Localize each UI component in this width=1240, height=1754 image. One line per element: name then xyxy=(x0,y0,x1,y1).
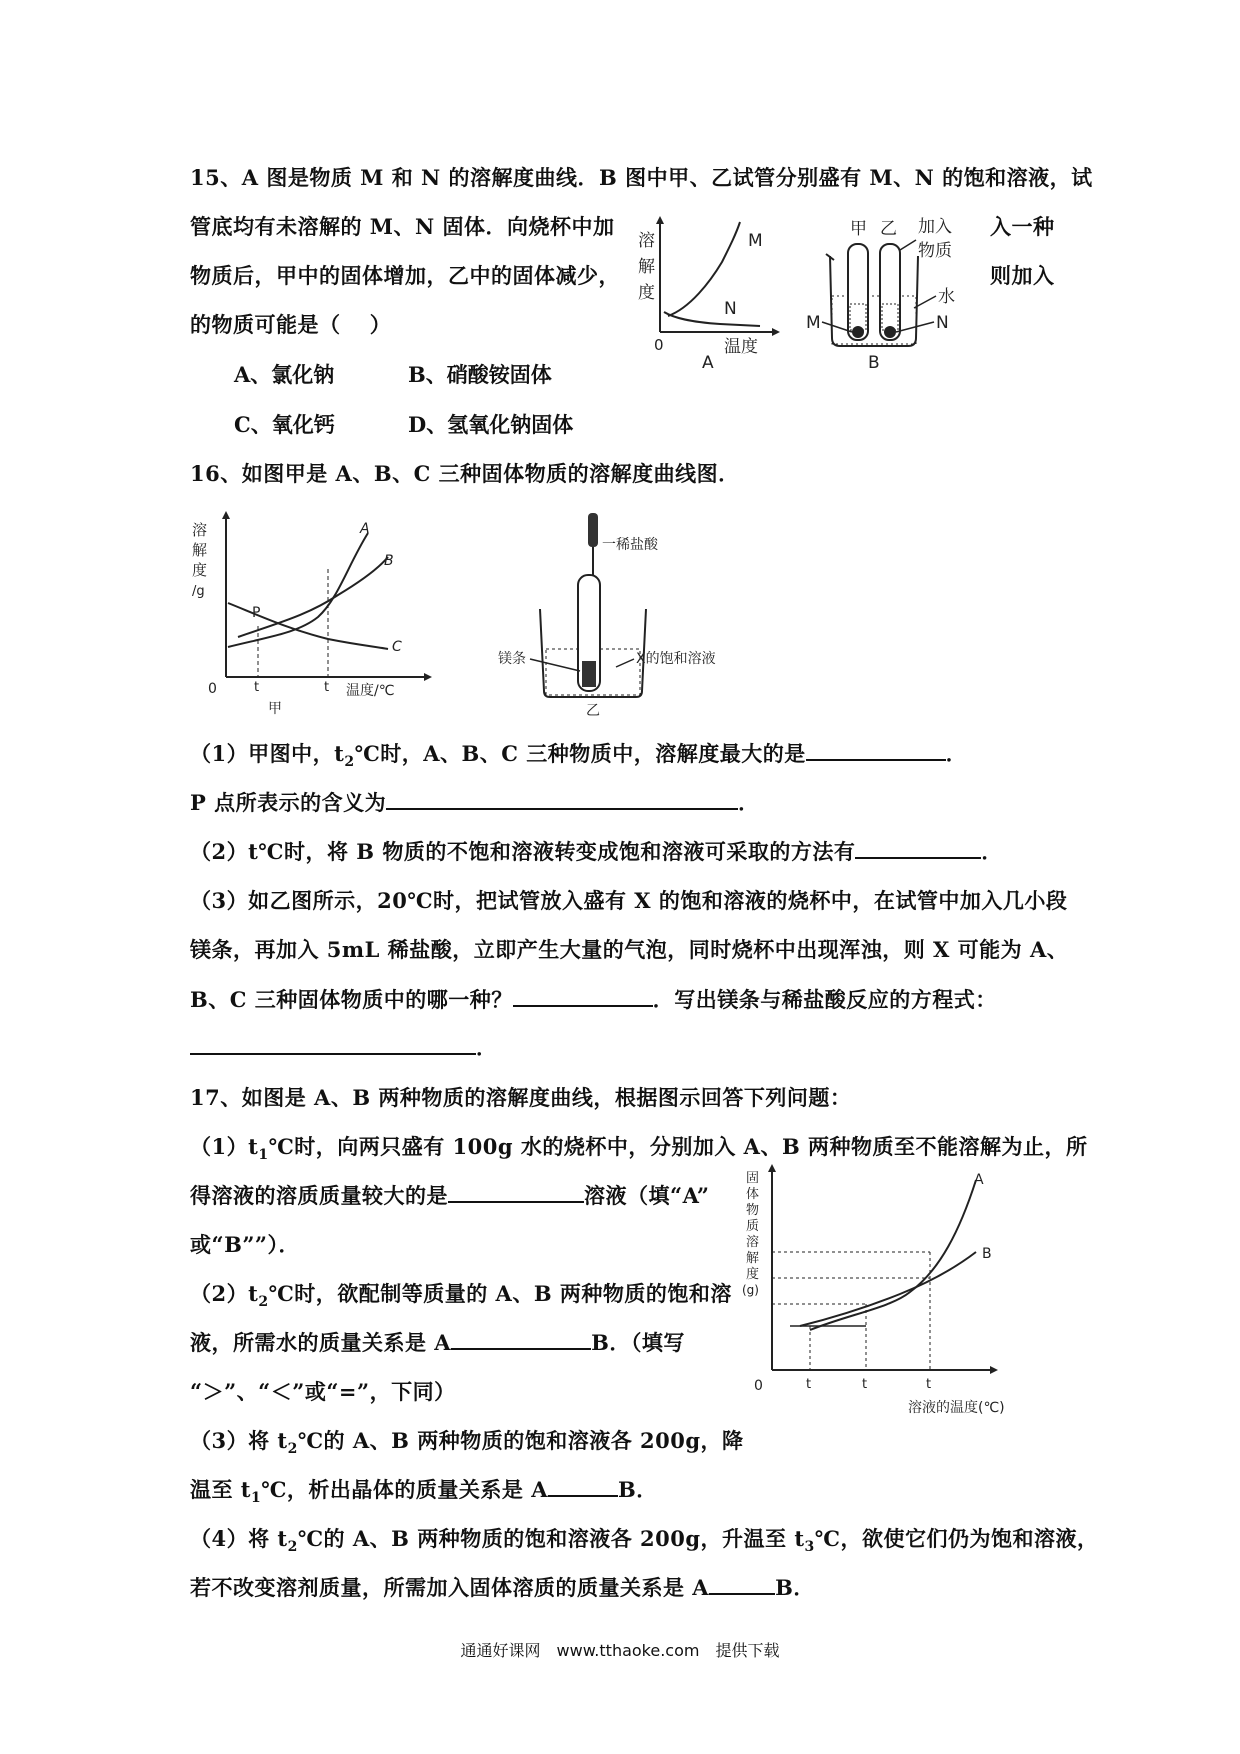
q15-line1: 15、A 图是物质 M 和 N 的溶解度曲线．B 图中甲、乙试管分别盛有 M、N 的饱和溶液，试 xyxy=(190,165,1093,190)
figb-m: M xyxy=(806,313,821,333)
figb-caption: B xyxy=(868,353,880,373)
fig17-t2: t xyxy=(862,1377,868,1392)
dropper-bulb xyxy=(588,513,598,547)
figb-water: 水 xyxy=(938,287,955,307)
figjia-caption: 甲 xyxy=(268,701,282,717)
figjia-y-arrow xyxy=(222,511,230,519)
fig17-ylabel-4: 质 xyxy=(746,1219,760,1234)
q17-p2c-line: 液，所需水的质量关系是 A B．（填写 xyxy=(190,1330,685,1355)
figa-x-arrow xyxy=(772,328,780,336)
q17-title: 17、如图是 A、B 两种物质的溶解度曲线，根据图示回答下列问题： xyxy=(190,1085,852,1110)
q15-option-b: B、硝酸铵固体 xyxy=(408,362,552,387)
figjia-ylabel-1: 溶 xyxy=(192,521,208,539)
figa-ylabel-3: 度 xyxy=(638,283,655,303)
footer: 通通好课网 www.tthaoke.com 提供下载 xyxy=(460,1641,780,1660)
figjia-t2: t xyxy=(324,680,330,695)
q16-p-meaning-blank[interactable] xyxy=(386,790,738,810)
figb-added-2: 物质 xyxy=(918,241,952,261)
q16-p3b: 镁条，再加入 5mL 稀盐酸，立即产生大量的气泡，同时烧杯中出现浑浊，则 X 可能为 A、 xyxy=(190,937,1069,962)
figjia-label-a: A xyxy=(360,521,370,537)
figjia-xlabel: 温度/℃ xyxy=(346,683,395,699)
figa-origin: 0 xyxy=(654,336,664,354)
figjia-ylabel-4: /g xyxy=(192,584,205,599)
figyi-sol-pointer xyxy=(616,659,634,667)
q17-p1e: 或“B””）． xyxy=(190,1232,300,1257)
q16-p3c-line: B、C 三种固体物质中的哪一种？ ．写出镁条与稀盐酸反应的方程式： xyxy=(190,987,997,1012)
figyi-acid: 一稀盐酸 xyxy=(602,537,658,553)
fig17-x-arrow xyxy=(990,1366,998,1374)
figyi-sol: X的饱和溶液 xyxy=(636,651,716,667)
q16-equation-blank[interactable] xyxy=(190,1035,476,1055)
test-tube-jia xyxy=(848,244,868,340)
figb-label-yi: 乙 xyxy=(880,219,897,239)
fig17-ylabel-7: 度 xyxy=(746,1267,760,1282)
solid-m xyxy=(852,326,864,338)
fig17-curve-a-steep xyxy=(810,1180,976,1330)
q15-option-d: D、氢氧化钠固体 xyxy=(408,412,574,437)
q16-p3-blank[interactable] xyxy=(513,987,653,1007)
q17-p4: （4）将 $t_2℃$的 A、B 两种物质的饱和溶液各 200g，升温至 $t_3℃$，欲使它们仍为饱和溶液， xyxy=(190,1526,1099,1556)
figb-n: N xyxy=(936,313,949,333)
figb-added-1: 加入 xyxy=(918,217,952,237)
q16-equation-line: ． xyxy=(190,1032,498,1062)
fig17-t1: t xyxy=(806,1377,812,1392)
q16-figure-jia xyxy=(188,505,438,715)
q16-p2-blank[interactable] xyxy=(855,839,981,859)
q17-p2e: “＞”、“＜”或“=”，下同） xyxy=(190,1379,456,1404)
q16-p1c: P 点所表示的含义为 ． xyxy=(190,790,760,815)
q17-p4d-line: 若不改变溶剂质量，所需加入固体溶质的质量关系是 A B． xyxy=(190,1575,815,1600)
figb-label-jia: 甲 xyxy=(850,219,867,239)
beaker xyxy=(830,256,918,346)
q17-p3c-line: 温至 $t_1℃$，析出晶体的质量关系是 A B． xyxy=(190,1477,658,1507)
q17-p1c-line: 得溶液的溶质质量较大的是 溶液（填“A” xyxy=(190,1183,710,1208)
fig17-ylabel-5: 溶 xyxy=(746,1235,760,1250)
q15-line3b: 则加入 xyxy=(990,263,1055,288)
q17-figure xyxy=(730,1160,1050,1420)
figa-label-n: N xyxy=(724,299,737,319)
q17-p2: $(2)t_2℃$时，欲配制等质量的 A、B 两种物质的饱和溶 xyxy=(190,1281,732,1311)
q16-p1: （1）甲图中，$t_2℃$时，A、B、C 三种物质中，溶解度最大的是 ． xyxy=(190,741,968,771)
curve-b xyxy=(238,557,388,637)
fig17-label-a: A xyxy=(974,1172,984,1188)
figyi-magnesium xyxy=(582,661,596,687)
figa-y-arrow xyxy=(656,216,664,224)
figyi-mg: 镁条 xyxy=(498,651,526,667)
fig17-ylabel-2: 体 xyxy=(746,1187,760,1202)
figjia-t1: t xyxy=(254,680,260,695)
figjia-label-p: P xyxy=(252,605,261,621)
q16-p2: （2）t℃时，将 B 物质的不饱和溶液转变成饱和溶液可采取的方法有 ． xyxy=(190,839,1003,864)
q16-title: 16、如图甲是 A、B、C 三种固体物质的溶解度曲线图． xyxy=(190,461,740,486)
q16-figure-yi xyxy=(490,505,760,719)
q17-p1-blank[interactable] xyxy=(448,1183,584,1203)
curve-n xyxy=(664,312,760,326)
figjia-ylabel-2: 解 xyxy=(192,541,208,559)
fig17-ylabel-6: 解 xyxy=(746,1251,760,1266)
figa-label-m: M xyxy=(748,231,763,251)
q16-p3a: （3）如乙图所示，20℃时，把试管放入盛有 X 的饱和溶液的烧杯中，在试管中加入几小段 xyxy=(190,888,1068,913)
test-tube-yi xyxy=(880,244,900,340)
q17-p2-blank[interactable] xyxy=(451,1330,591,1350)
beaker-water xyxy=(832,296,916,344)
figb-n-pointer xyxy=(896,322,934,332)
fig17-ylabel-8: (g) xyxy=(742,1283,759,1297)
figjia-ylabel-3: 度 xyxy=(192,561,208,579)
solid-n xyxy=(884,326,896,338)
q17-p3: （3）将 $t_2℃$的 A、B 两种物质的饱和溶液各 200g，降 xyxy=(190,1428,744,1458)
figyi-caption: 乙 xyxy=(586,703,600,719)
figjia-origin: 0 xyxy=(208,681,217,697)
figa-ylabel-2: 解 xyxy=(638,257,655,277)
figjia-label-c: C xyxy=(392,639,402,655)
q15-option-c: C、氧化钙 xyxy=(234,412,335,437)
q17-p1: $(1)t_1℃$时，向两只盛有 100g 水的烧杯中，分别加入 A、B 两种物质至不能溶解为止，所 xyxy=(190,1134,1088,1164)
figa-xlabel: 温度 xyxy=(724,337,758,357)
q17-p3-blank[interactable] xyxy=(548,1477,618,1497)
figyi-mg-pointer xyxy=(530,659,580,671)
q15-figure-b xyxy=(800,212,985,372)
figb-added-pointer xyxy=(900,240,916,250)
q15-option-a: A、氯化钠 xyxy=(234,362,335,387)
fig17-t3: t xyxy=(926,1377,932,1392)
q15-figure-a xyxy=(630,212,800,372)
figjia-label-b: B xyxy=(384,553,394,569)
fig17-ylabel-3: 物 xyxy=(746,1203,760,1218)
fig17-y-arrow xyxy=(768,1164,776,1172)
q15-line4: 的物质可能是（ ） xyxy=(190,312,392,337)
q15-line2b: 入一种 xyxy=(990,214,1055,239)
fig17-origin: 0 xyxy=(754,1378,763,1394)
q17-p4-blank[interactable] xyxy=(709,1575,775,1595)
q16-p1-blank[interactable] xyxy=(806,741,946,761)
fig17-label-b: B xyxy=(982,1246,992,1262)
q15-line3a: 物质后，甲中的固体增加，乙中的固体减少， xyxy=(190,263,620,288)
figa-ylabel-1: 溶 xyxy=(638,231,655,251)
figjia-x-arrow xyxy=(424,673,432,681)
fig17-curve-a xyxy=(800,1252,976,1326)
fig17-ylabel-1: 固 xyxy=(746,1171,760,1186)
figa-caption: A xyxy=(702,353,714,373)
fig17-xlabel: 溶液的温度(℃) xyxy=(908,1400,1005,1416)
q15-line2a: 管底均有未溶解的 M、N 固体．向烧杯中加 xyxy=(190,214,615,239)
